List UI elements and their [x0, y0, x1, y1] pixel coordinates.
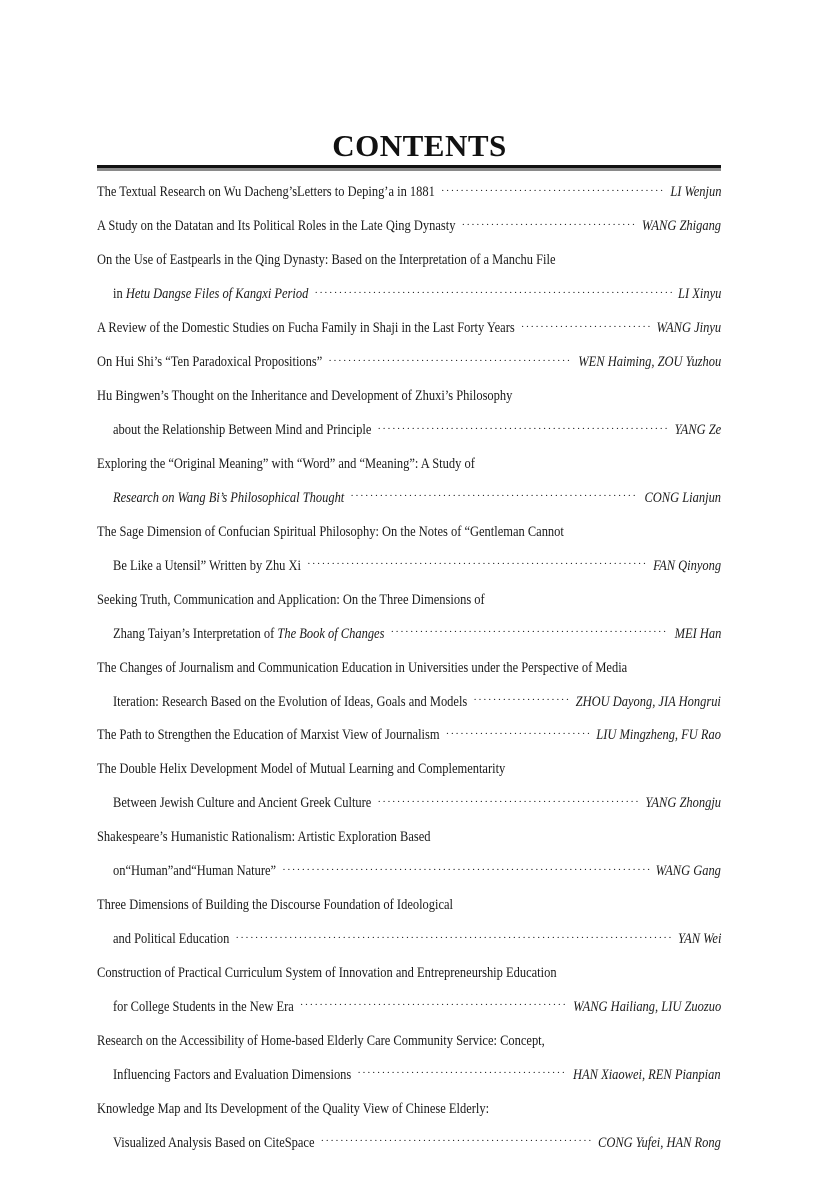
entry-author-text: MEI Han [674, 625, 721, 642]
entry-title-line [97, 1092, 721, 1126]
toc-entry[interactable] [97, 821, 721, 889]
entry-author-text: WANG Zhigang [641, 218, 721, 235]
entry-final-line [97, 278, 721, 312]
toc-entry[interactable] [97, 515, 721, 583]
entry-title-inner [113, 626, 384, 643]
entry-author [678, 931, 721, 948]
toc-entry[interactable] [97, 176, 721, 210]
leader-dots [282, 864, 650, 876]
entry-title-line [97, 244, 721, 278]
entry-title-text [113, 694, 467, 711]
entry-author-text: YANG Zhongju [645, 795, 721, 812]
entry-author-text: LI Xinyu [677, 286, 721, 303]
entry-author-text: WANG Gang [655, 863, 721, 880]
entry-title-prefix: Zhang Taiyan’s Interpretation of [113, 625, 278, 642]
entry-title-text [113, 490, 344, 507]
toc-entry[interactable] [97, 1024, 721, 1092]
entry-author-text: HAN Xiaowei, REN Pianpian [573, 1066, 721, 1083]
leader-dots [377, 423, 668, 435]
leader-dots [357, 1067, 567, 1079]
entry-author-text: WEN Haiming, ZOU Yuzhou [578, 354, 721, 371]
toc-entry[interactable] [97, 889, 721, 957]
page-title: CONTENTS [332, 128, 507, 163]
entry-title-text [113, 558, 301, 575]
entry-title-inner: The Textual Research on Wu Dacheng’sLetters to Deping’a in 1881 [97, 184, 435, 201]
title-rule-thin [97, 168, 721, 171]
entry-author [573, 999, 721, 1016]
toc-entry[interactable] [97, 346, 721, 380]
entry-row [97, 354, 721, 371]
entry-row [113, 694, 721, 711]
entry-row [97, 727, 721, 744]
entry-author-text: ZHOU Dayong, JIA Hongrui [575, 693, 721, 710]
entry-author [596, 727, 721, 744]
entry-title-inner: about the Relationship Between Mind and Principle [113, 422, 372, 439]
entry-title-text: The Double Helix Development Model of Mutual Learning and Complementarity [97, 761, 506, 778]
entry-title-text [113, 795, 371, 812]
entry-row [113, 490, 721, 507]
leader-dots [314, 287, 671, 299]
entry-final-line [97, 617, 721, 651]
toc-entry[interactable] [97, 448, 721, 516]
entry-final-line [97, 549, 721, 583]
entry-title-inner [113, 490, 344, 507]
entry-title-text: The Sage Dimension of Confucian Spiritual Philosophy: On the Notes of “Gentleman Cannot [97, 523, 564, 540]
entry-author [653, 558, 721, 575]
entry-row [113, 1067, 721, 1084]
entry-title-text: Three Dimensions of Building the Discourse Foundation of Ideological [97, 897, 454, 914]
leader-dots [377, 796, 639, 808]
entry-title-text: Shakespeare’s Humanistic Rationalism: Artistic Exploration Based [97, 829, 431, 846]
toc-entry[interactable] [97, 583, 721, 651]
entry-title-italic: Hetu Dangse Files of Kangxi Period [125, 286, 309, 303]
entry-author-text: CONG Lianjun [644, 489, 721, 506]
entry-author [573, 1067, 721, 1084]
entry-title-inner: A Review of the Domestic Studies on Fucha Family in Shaji in the Last Forty Years [97, 320, 515, 337]
entry-author [645, 795, 721, 812]
entry-title-text: The Changes of Journalism and Communication Education in Universities under the Perspective of Media [97, 659, 628, 676]
entry-title-inner: for College Students in the New Era [113, 998, 294, 1015]
toc-entry[interactable] [97, 244, 721, 312]
toc-entry[interactable] [97, 651, 721, 719]
entry-title-inner: A Study on the Datatan and Its Political Roles in the Late Qing Dynasty [97, 218, 456, 235]
entry-author-text: YAN Wei [677, 931, 721, 948]
entry-row [113, 626, 721, 643]
toc-entry[interactable] [97, 210, 721, 244]
entry-title-text [97, 218, 455, 235]
leader-dots [390, 626, 668, 638]
entry-title-text: Construction of Practical Curriculum System of Innovation and Entrepreneurship Education [97, 965, 557, 982]
toc-entry[interactable] [97, 957, 721, 1025]
entry-author [656, 320, 721, 337]
entry-title-inner: Visualized Analysis Based on CiteSpace [113, 1134, 315, 1151]
entry-row [113, 863, 721, 880]
entry-author [642, 218, 721, 235]
entry-title-text [113, 863, 276, 880]
leader-dots [441, 185, 664, 197]
entry-title-line [97, 889, 721, 923]
entry-author-text: LIU Mingzheng, FU Rao [596, 727, 721, 744]
entry-row [97, 218, 721, 235]
entry-final-line [97, 176, 721, 210]
entry-title-italic: The Book of Changes [277, 625, 385, 642]
entry-final-line [97, 1126, 721, 1160]
entry-title-inner: Be Like a Utensil” Written by Zhu Xi [113, 557, 302, 574]
entry-author-text: FAN Qinyong [652, 557, 721, 574]
entry-row [113, 931, 721, 948]
entry-title-text: Knowledge Map and Its Development of the Quality View of Chinese Elderly: [97, 1100, 490, 1117]
entry-title-text [113, 626, 384, 643]
entry-author [578, 354, 721, 371]
entry-author [678, 286, 721, 303]
leader-dots [328, 355, 572, 367]
toc-entry[interactable] [97, 753, 721, 821]
leader-dots [321, 1135, 593, 1147]
entry-title-inner [113, 286, 308, 303]
entry-author [656, 863, 721, 880]
toc-entry[interactable] [97, 380, 721, 448]
entry-row [113, 999, 721, 1016]
leader-dots [461, 219, 635, 231]
entry-title-text [113, 1135, 315, 1152]
entry-title-inner: Between Jewish Culture and Ancient Greek Culture [113, 795, 372, 812]
entry-title-inner: On Hui Shi’s “Ten Paradoxical Propositions” [97, 354, 323, 371]
entry-author [598, 1135, 721, 1152]
toc-entry[interactable] [97, 719, 721, 753]
entry-author-text: CONG Yufei, HAN Rong [598, 1134, 721, 1151]
entry-title-text [97, 727, 440, 744]
entry-row [113, 795, 721, 812]
leader-dots [521, 321, 651, 333]
entry-title-inner: Influencing Factors and Evaluation Dimensions [113, 1066, 352, 1083]
entry-final-line [97, 991, 721, 1025]
entry-title-text [113, 286, 308, 303]
entry-title-text [113, 931, 229, 948]
entry-title-text: Research on the Accessibility of Home-based Elderly Care Community Service: Concept, [97, 1032, 545, 1049]
entry-title-text [97, 354, 322, 371]
entry-title-text [97, 184, 435, 201]
entry-row [113, 558, 721, 575]
entry-row [113, 286, 721, 303]
entry-row [113, 422, 721, 439]
entry-row [97, 184, 721, 201]
entry-title-text [113, 1067, 351, 1084]
entry-final-line [97, 481, 721, 515]
entry-final-line [97, 923, 721, 957]
entry-title-inner: on“Human”and“Human Nature” [113, 863, 277, 880]
entry-title-line [97, 380, 721, 414]
entry-title-prefix: in [113, 286, 126, 303]
entry-title-line [97, 1024, 721, 1058]
entry-title-line [97, 821, 721, 855]
entry-author [674, 422, 721, 439]
entry-title-italic: Research on Wang Bi’s Philosophical Thought [113, 489, 345, 506]
entry-author-text: LI Wenjun [669, 184, 721, 201]
entry-final-line [97, 210, 721, 244]
leader-dots [446, 728, 591, 740]
entry-author [674, 626, 721, 643]
entry-title-line [97, 957, 721, 991]
leader-dots [300, 999, 567, 1011]
entry-final-line [97, 346, 721, 380]
leader-dots [307, 558, 647, 570]
entry-final-line [97, 685, 721, 719]
entry-title-line [97, 515, 721, 549]
entry-final-line [97, 414, 721, 448]
entry-title-text: Exploring the “Original Meaning” with “Word” and “Meaning”: A Study of [97, 455, 475, 472]
entry-title-inner: Iteration: Research Based on the Evolution of Ideas, Goals and Models [113, 693, 468, 710]
entry-title-text: On the Use of Eastpearls in the Qing Dynasty: Based on the Interpretation of a Manchu File [97, 252, 556, 269]
table-of-contents [97, 176, 721, 1160]
toc-entry[interactable] [97, 1092, 721, 1160]
entry-title-line [97, 583, 721, 617]
entry-title-line [97, 753, 721, 787]
entry-final-line [97, 1058, 721, 1092]
entry-author [670, 184, 721, 201]
entry-author-text: YANG Ze [674, 422, 721, 439]
entry-author-text: WANG Jinyu [656, 320, 721, 337]
entry-final-line [97, 719, 721, 753]
entry-title-text: Seeking Truth, Communication and Application: On the Three Dimensions of [97, 591, 485, 608]
entry-title-text [113, 422, 371, 439]
entry-title-text [113, 999, 294, 1016]
entry-final-line [97, 312, 721, 346]
entry-author [576, 694, 721, 711]
leader-dots [473, 694, 570, 706]
leader-dots [235, 932, 671, 944]
entry-row [97, 320, 721, 337]
toc-entry[interactable] [97, 312, 721, 346]
entry-title-text: Hu Bingwen’s Thought on the Inheritance and Development of Zhuxi’s Philosophy [97, 388, 513, 405]
entry-author-text: WANG Hailiang, LIU Zuozuo [572, 998, 721, 1015]
entry-title-inner: The Path to Strengthen the Education of Marxist View of Journalism [97, 727, 440, 744]
entry-final-line [97, 855, 721, 889]
entry-title-inner: and Political Education [113, 931, 230, 948]
entry-title-text [97, 320, 515, 337]
entry-title-line [97, 651, 721, 685]
entry-author [644, 490, 721, 507]
entry-final-line [97, 787, 721, 821]
entry-row [113, 1135, 721, 1152]
entry-title-line [97, 448, 721, 482]
leader-dots [350, 490, 638, 502]
